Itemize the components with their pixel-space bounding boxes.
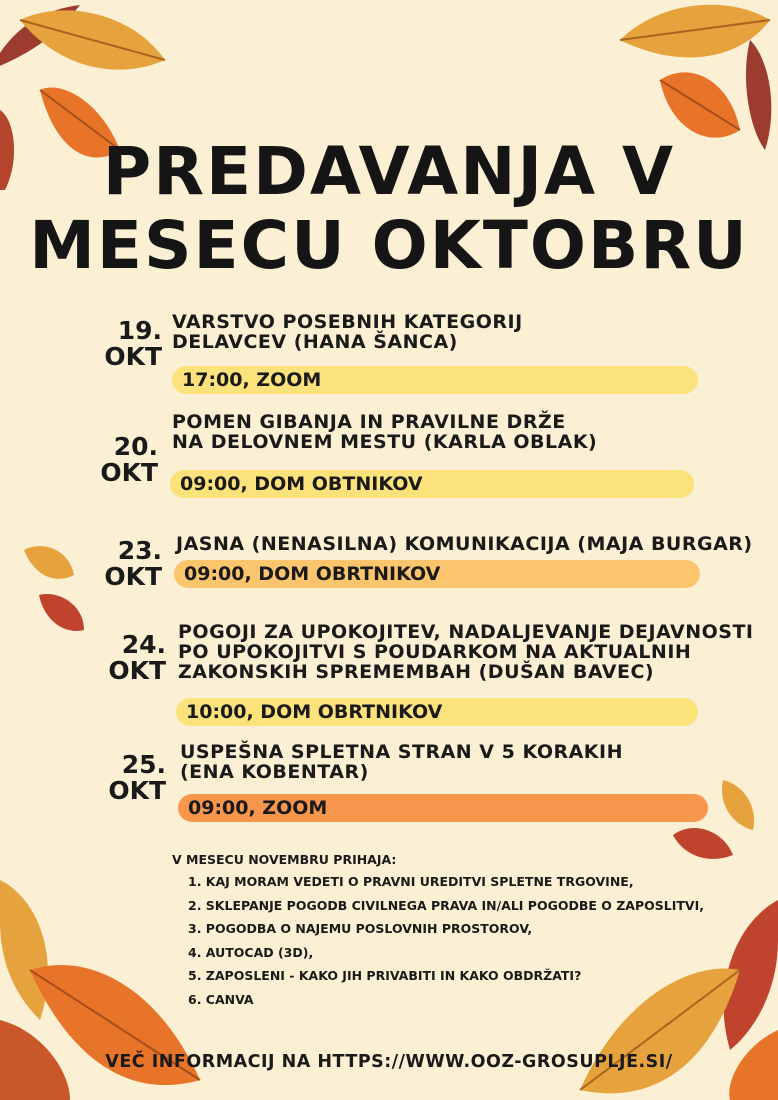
page-title-line-2: MESECU OKTOBRU	[29, 207, 749, 284]
event-time-place-bar: 17:00, ZOOM	[172, 366, 698, 394]
event-date-month: OKT	[108, 656, 166, 685]
event-date-month: OKT	[100, 458, 158, 487]
event-time-place-bar: 10:00, DOM OBRTNIKOV	[176, 698, 698, 726]
event-date	[96, 318, 162, 370]
list-item: 1. KAJ MORAM VEDETI O PRAVNI UREDITVI SPLETNE TRGOVINE,	[188, 874, 634, 889]
list-item: 3. POGODBA O NAJEMU POSLOVNIH PROSTOROV,	[188, 921, 533, 936]
event-topic: USPEŠNA SPLETNA STRAN V 5 KORAKIH (ENA KOBENTAR)	[180, 741, 623, 783]
event-date-day: 23.	[117, 536, 162, 565]
autumn-leaves-left-middle-icon	[14, 535, 94, 640]
list-item: 6. CANVA	[188, 991, 254, 1007]
event-topic: JASNA (NENASILNA) KOMUNIKACIJA (MAJA BURGAR)	[176, 533, 753, 555]
event-date-month: OKT	[108, 776, 166, 805]
event-time-place-bar: 09:00, ZOOM	[178, 794, 708, 822]
footer-info-link[interactable]: VEČ INFORMACIJ NA HTTPS://WWW.OOZ-GROSUPLJE.SI/	[105, 1052, 673, 1072]
event-date-month: OKT	[104, 562, 162, 591]
event-date	[96, 434, 158, 486]
event-time-place-bar: 09:00, DOM OBTNIKOV	[170, 470, 694, 498]
page-title	[0, 135, 778, 283]
list-item: 4. AUTOCAD (3D),	[188, 944, 314, 960]
event-date-day: 24.	[121, 630, 166, 659]
list-item: 5. ZAPOSLENI - KAKO JIH PRIVABITI IN KAKO OBDRŽATI?	[188, 968, 582, 983]
event-date	[104, 632, 166, 684]
event-date-day: 19.	[117, 316, 162, 345]
event-topic: POMEN GIBANJA IN PRAVILNE DRŽE NA DELOVNEM MESTU (KARLA OBLAK)	[172, 411, 598, 453]
event-date	[104, 752, 166, 804]
event-topic: POGOJI ZA UPOKOJITEV, NADALJEVANJE DEJAVNOSTI PO UPOKOJITVI S POUDARKOM NA AKTUALNIH ZAKONSKIH SPREMEMBAH (DUŠAN BAVEC)	[178, 621, 754, 683]
event-date	[100, 538, 162, 590]
upcoming-list	[172, 874, 752, 1015]
upcoming-section	[172, 852, 752, 1015]
list-item: 2. SKLEPANJE POGODB CIVILNEGA PRAVA IN/ALI POGODBE O ZAPOSLITVI,	[188, 897, 704, 913]
page-title-line-1: PREDAVANJA V	[102, 133, 676, 210]
event-date-month: OKT	[104, 342, 162, 371]
event-date-day: 20.	[113, 432, 158, 461]
upcoming-heading: V MESECU NOVEMBRU PRIHAJA:	[172, 852, 397, 867]
event-topic: VARSTVO POSEBNIH KATEGORIJ DELAVCEV (HANA ŠANCA)	[172, 311, 523, 353]
event-date-day: 25.	[121, 750, 166, 779]
event-time-place-bar: 09:00, DOM OBRTNIKOV	[174, 560, 700, 588]
